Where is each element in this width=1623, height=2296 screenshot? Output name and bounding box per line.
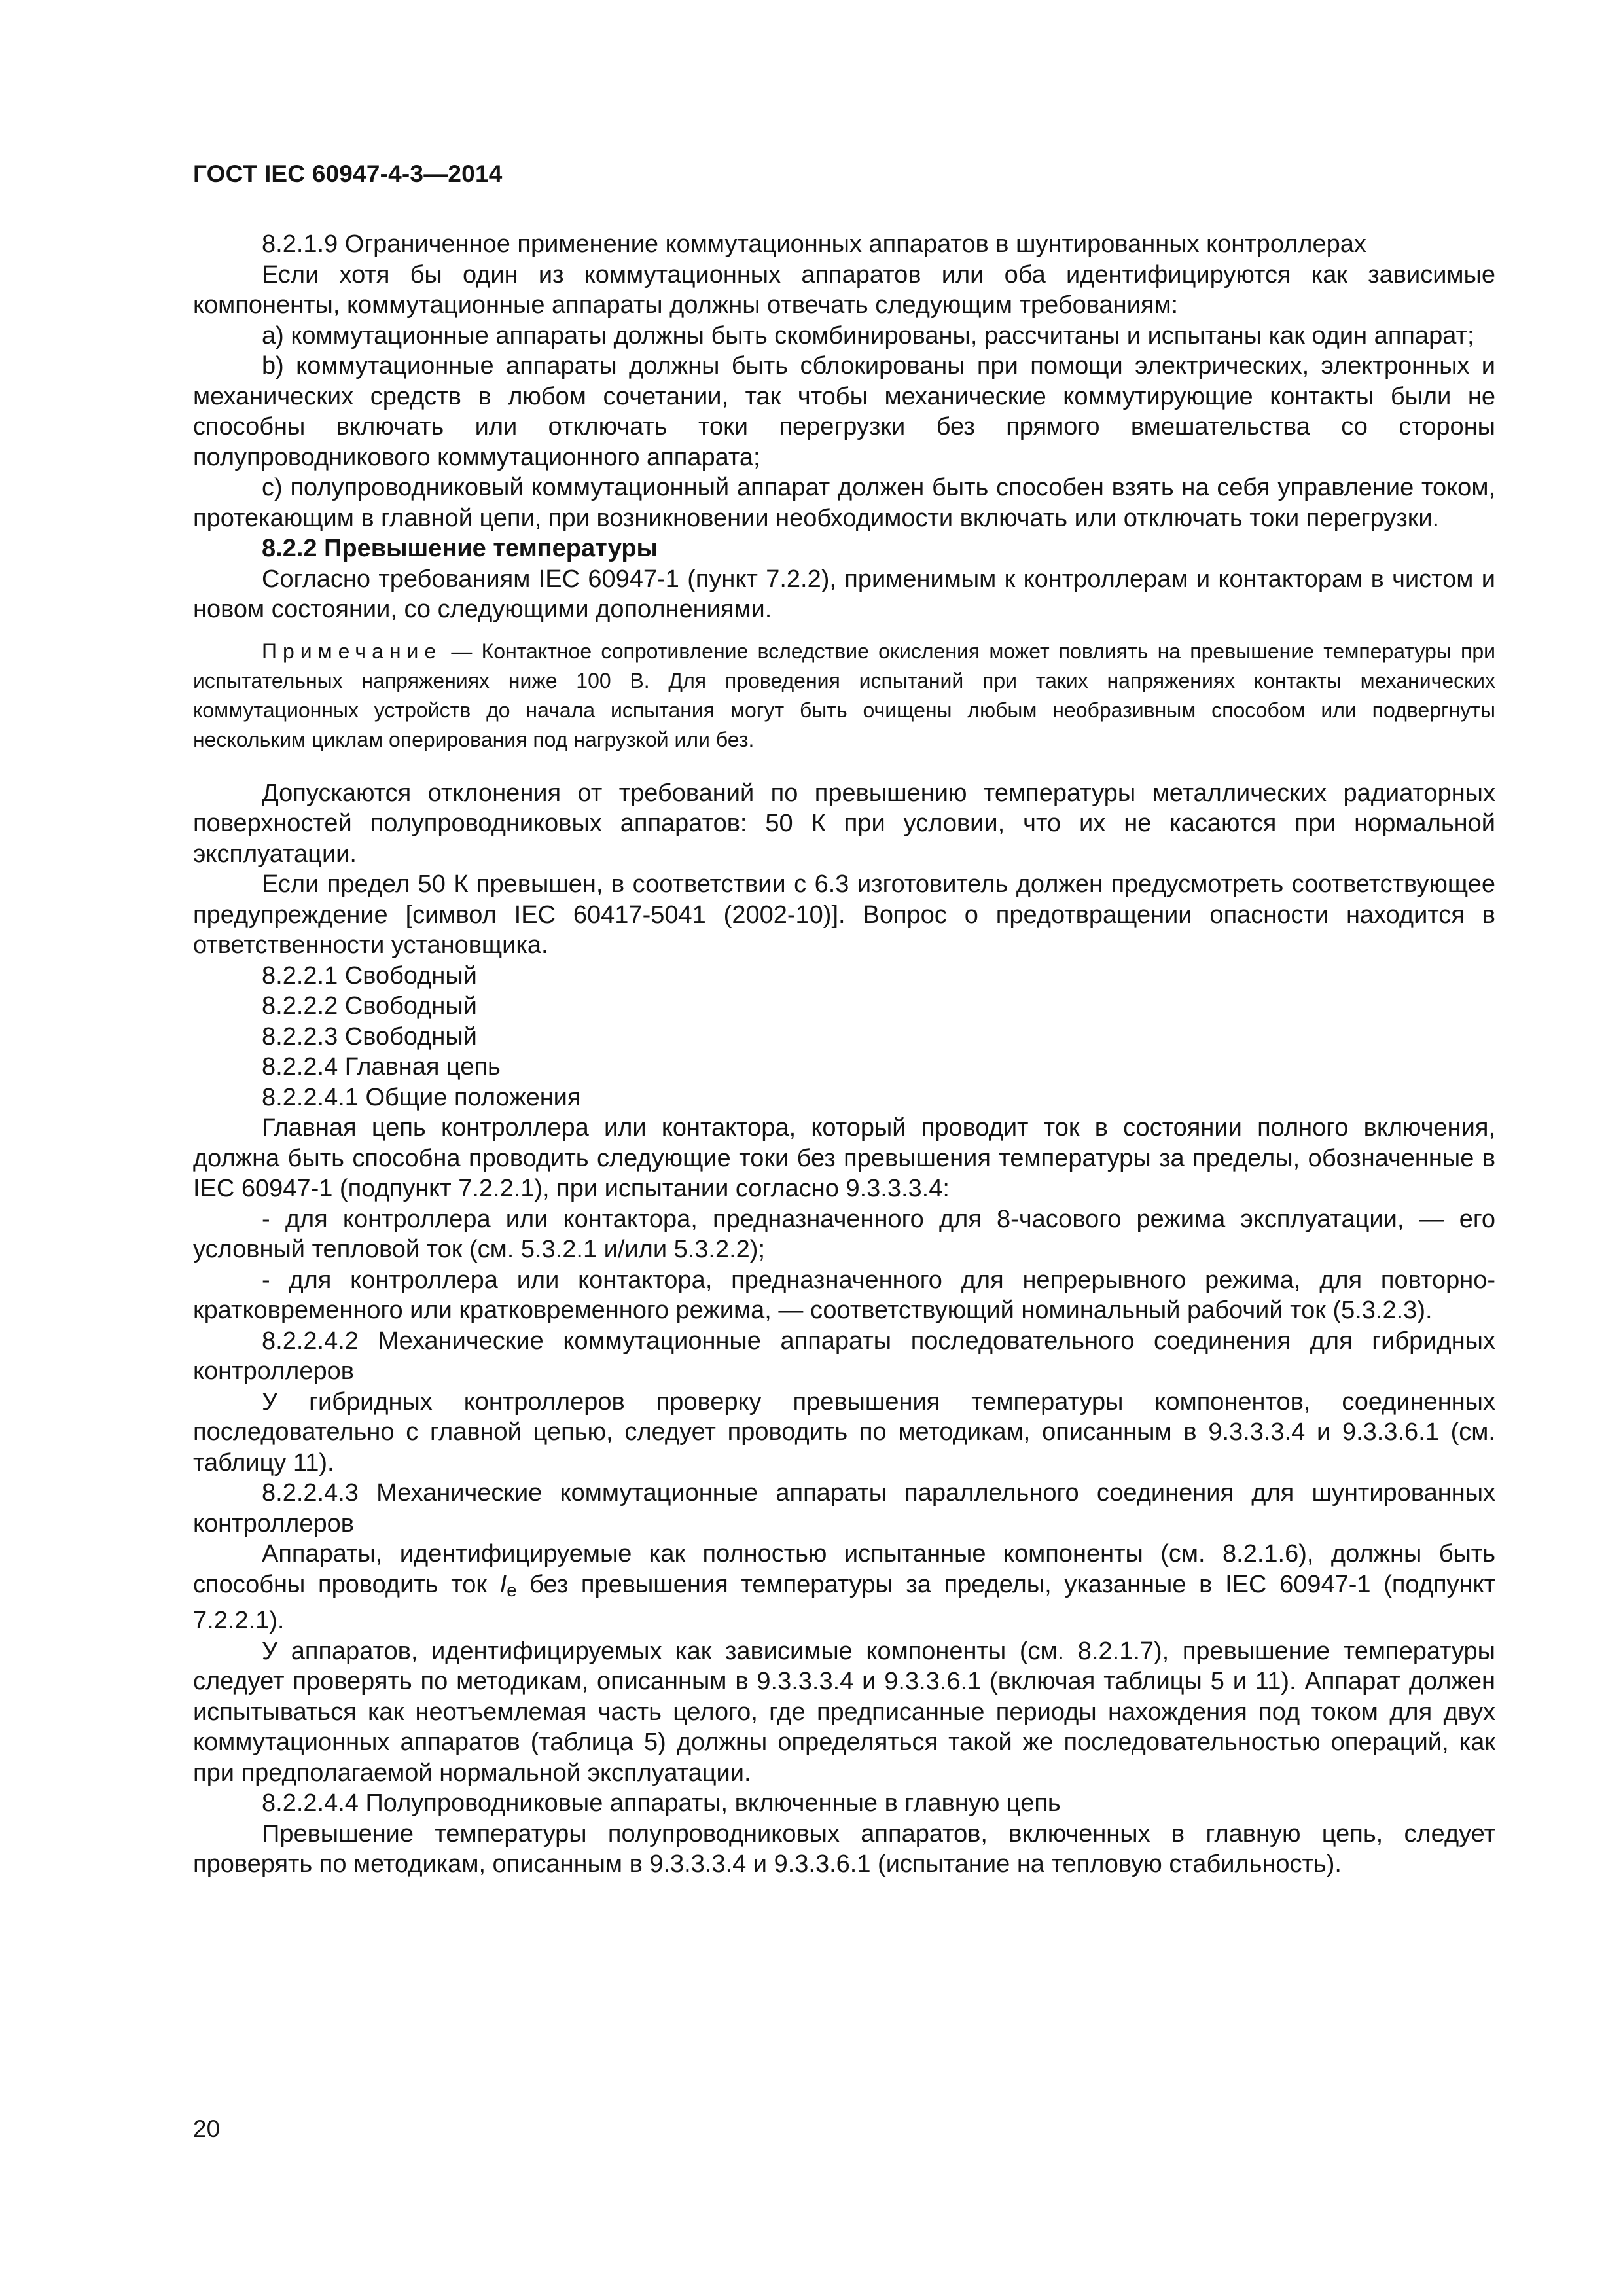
clause-8-2-2-4: 8.2.2.4 Главная цепь bbox=[262, 1053, 501, 1081]
dash-list-item: - для контроллера или контактора, предназначенного для 8-часового режима эксплуатации, — его условный тепловой ток (см. 5.3.2.1 и/или 5.3.2.2); bbox=[193, 1205, 1495, 1263]
document-header: ГОСТ IEC 60947-4-3—2014 bbox=[193, 160, 503, 187]
ie-text-before: Аппараты, идентифицируемые как полностью испытанные компоненты (см. 8.2.1.6), должны быть способны проводить ток bbox=[193, 1540, 1495, 1598]
ie-text-after: без превышения температуры за пределы, указанные в IEC 60947-1 (подпункт 7.2.2.1). bbox=[193, 1570, 1495, 1635]
section-heading-8-2-2: 8.2.2 Превышение температуры bbox=[262, 535, 658, 562]
paragraph: Превышение температуры полупроводниковых аппаратов, включенных в главную цепь, следует проверять по методикам, описанным в 9.3.3.3.4 и 9.3.3.6.1 (испытание на тепловую стабильность). bbox=[193, 1820, 1495, 1878]
paragraph: Главная цепь контроллера или контактора, который проводит ток в состоянии полного включения, должна быть способна проводить следующие токи без превышения температуры за пределы, обозначенные в IEC 60947-1 (подпункт 7.2.2.1), при испытании согласно 9.3.3.3.4: bbox=[193, 1114, 1495, 1202]
clause-8-2-2-4-1: 8.2.2.4.1 Общие положения bbox=[262, 1083, 581, 1111]
list-item-c: с) полупроводниковый коммутационный аппарат должен быть способен взять на себя управление током, протекающим в главной цепи, при возникновении необходимости включать или отключать токи перегрузки. bbox=[193, 474, 1495, 532]
page-number: 20 bbox=[193, 2115, 221, 2142]
paragraph: У гибридных контроллеров проверку превышения температуры компонентов, соединенных последовательно с главной цепью, следует проводить по методикам, описанным в 9.3.3.3.4 и 9.3.3.6.1 (см. таблицу 11). bbox=[193, 1388, 1495, 1477]
clause-8-2-2-4-3: 8.2.2.4.3 Механические коммутационные аппараты параллельного соединения для шунтированных контроллеров bbox=[193, 1479, 1495, 1537]
current-subscript: e bbox=[507, 1579, 517, 1600]
clause-8-2-2-3: 8.2.2.3 Свободный bbox=[262, 1022, 477, 1050]
paragraph: У аппаратов, идентифицируемых как зависимые компоненты (см. 8.2.1.7), превышение температуры следует проверять по методикам, описанным в 9.3.3.3.4 и 9.3.3.6.1 (включая таблицы 5 и 11). Аппарат должен испытываться как неотъемлемая часть целого, где предписанные периоды нахождения под током для двух коммутационных аппаратов (таблица 5) должны определяться такой же последовательностью операций, как при предполагаемой нормальной эксплуатации. bbox=[193, 1637, 1495, 1787]
document-body bbox=[193, 229, 1495, 1880]
clause-8-2-2-1: 8.2.2.1 Свободный bbox=[262, 961, 477, 990]
current-symbol: I bbox=[499, 1570, 507, 1598]
clause-8-2-1-9-title: 8.2.1.9 Ограниченное применение коммутационных аппаратов в шунтированных контроллерах bbox=[262, 230, 1366, 258]
list-item-a: а) коммутационные аппараты должны быть скомбинированы, рассчитаны и испытаны как один аппарат; bbox=[262, 321, 1474, 350]
note-paragraph bbox=[193, 637, 1495, 755]
note-text: Контактное сопротивление вследствие окисления может повлиять на превышение температуры при испытательных напряжениях ниже 100 В. Для проведения испытаний при таких напряжениях контакты механических коммутационных устройств до начала испытания могут быть очищены любым необразивным способом или подвергнуты нескольким циклам оперирования под нагрузкой или без. bbox=[193, 639, 1496, 751]
paragraph: Согласно требованиям IEC 60947-1 (пункт 7.2.2), применимым к контроллерам и контакторам в чистом и новом состоянии, со следующими дополнениями. bbox=[193, 565, 1495, 623]
paragraph: Если хотя бы один из коммутационных аппаратов или оба идентифицируются как зависимые компоненты, коммутационные аппараты должны отвечать следующим требованиям: bbox=[193, 260, 1495, 319]
paragraph: Если предел 50 К превышен, в соответствии с 6.3 изготовитель должен предусмотреть соответствующее предупреждение [символ IEC 60417-5041 (2002-10)]. Вопрос о предотвращении опасности находится в ответственности установщика. bbox=[193, 870, 1495, 959]
note-label: Примечание bbox=[262, 639, 442, 663]
note-dash: — bbox=[442, 639, 482, 663]
clause-8-2-2-2: 8.2.2.2 Свободный bbox=[262, 992, 477, 1020]
clause-8-2-2-4-4: 8.2.2.4.4 Полупроводниковые аппараты, включенные в главную цепь bbox=[262, 1789, 1061, 1818]
dash-list-item: - для контроллера или контактора, предназначенного для непрерывного режима, для повторно-кратковременного или кратковременного режима, — соответствующий номинальный рабочий ток (5.3.2.3). bbox=[193, 1266, 1495, 1324]
list-item-b: b) коммутационные аппараты должны быть сблокированы при помощи электрических, электронных и механических средств в любом сочетании, так чтобы механические коммутирующие контакты были не способны включать или отключать токи перегрузки без прямого вмешательства со стороны полупроводникового коммутационного аппарата; bbox=[193, 352, 1495, 471]
clause-8-2-2-4-2: 8.2.2.4.2 Механические коммутационные аппараты последовательного соединения для гибридных контроллеров bbox=[193, 1327, 1495, 1385]
paragraph: Допускаются отклонения от требований по превышению температуры металлических радиаторных поверхностей полупроводниковых аппаратов: 50 К при условии, что их не касаются при нормальной эксплуатации. bbox=[193, 779, 1495, 868]
paragraph-ie bbox=[193, 1539, 1495, 1636]
